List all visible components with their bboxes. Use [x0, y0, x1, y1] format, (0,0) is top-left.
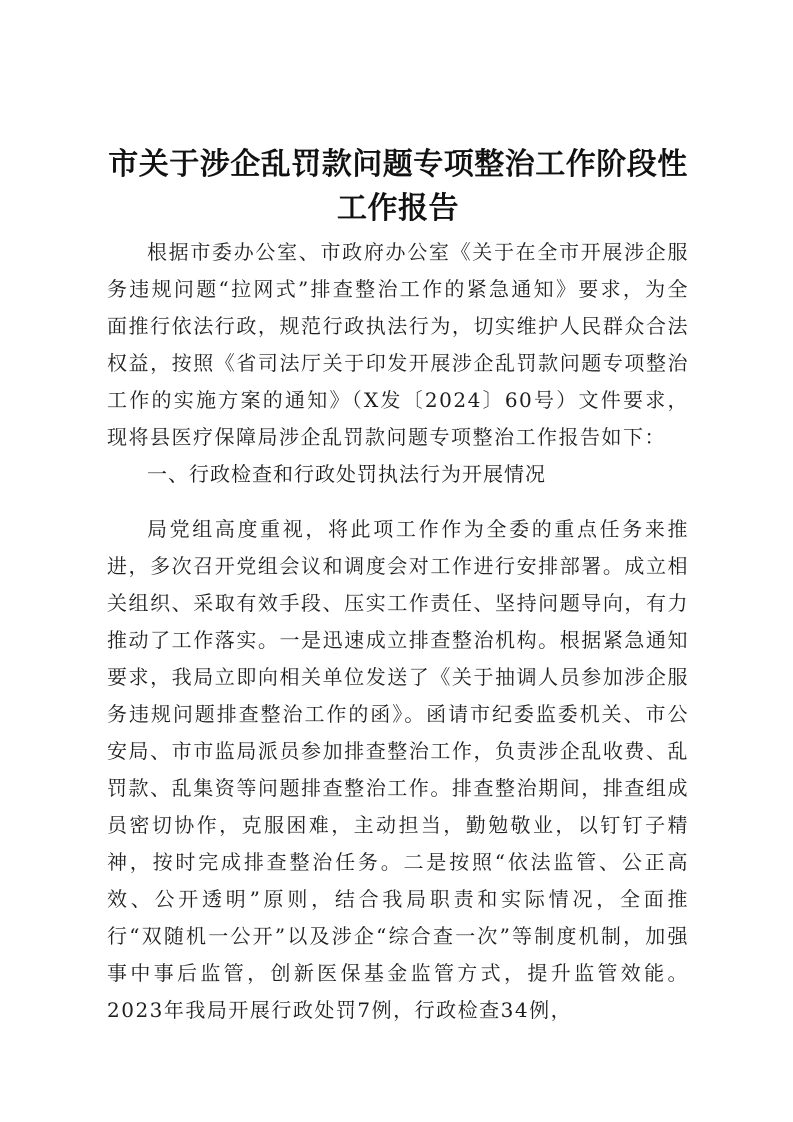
section-heading: 一、行政检查和行政处罚执法行为开展情况 — [147, 462, 546, 486]
section-paragraph: 局党组高度重视，将此项工作作为全委的重点任务来推进，多次召开党组会议和调度会对工作进行安排部署。成立相关组织、采取有效手段、压实工作责任、坚持问题导向，有力推动了工作落实。一是迅速成立排查整治机构。根据紧急通知要求，我局立即向相关单位发送了《关于抽调人员参加涉企服务违规问题排查整治工作的函》。函请市纪委监委机关、市公安局、市市监局派员参加排查整治工作，负责涉企乱收费、乱罚款、乱集资等问题排查整治工作。排查整治期间，排查组成员密切协作，克服困难，主动担当，勤勉敬业，以钉钉子精神，按时完成排查整治任务。二是按照“依法监管、公正高效、公开透明”原则，结合我局职责和实际情况，全面推行“双随机一公开”以及涉企“综合查一次”等制度机制，加强事中事后监管，创新医保基金监管方式，提升监管效能。2023年我局开展行政处罚7例，行政检查34例， — [107, 517, 689, 1022]
intro-paragraph: 根据市委办公室、市政府办公室《关于在全市开展涉企服务违规问题“拉网式”排查整治工作的紧急通知》要求，为全面推行依法行政，规范行政执法行为，切实维护人民群众合法权益，按照《省司法厅关于印发开展涉企乱罚款问题专项整治工作的实施方案的通知》（X发〔2024〕60号）文件要求，现将县医疗保障局涉企乱罚款问题专项整治工作报告如下： — [107, 240, 689, 449]
document-body — [107, 234, 689, 1029]
document-title: 市关于涉企乱罚款问题专项整治工作阶段性工作报告 — [108, 147, 688, 226]
